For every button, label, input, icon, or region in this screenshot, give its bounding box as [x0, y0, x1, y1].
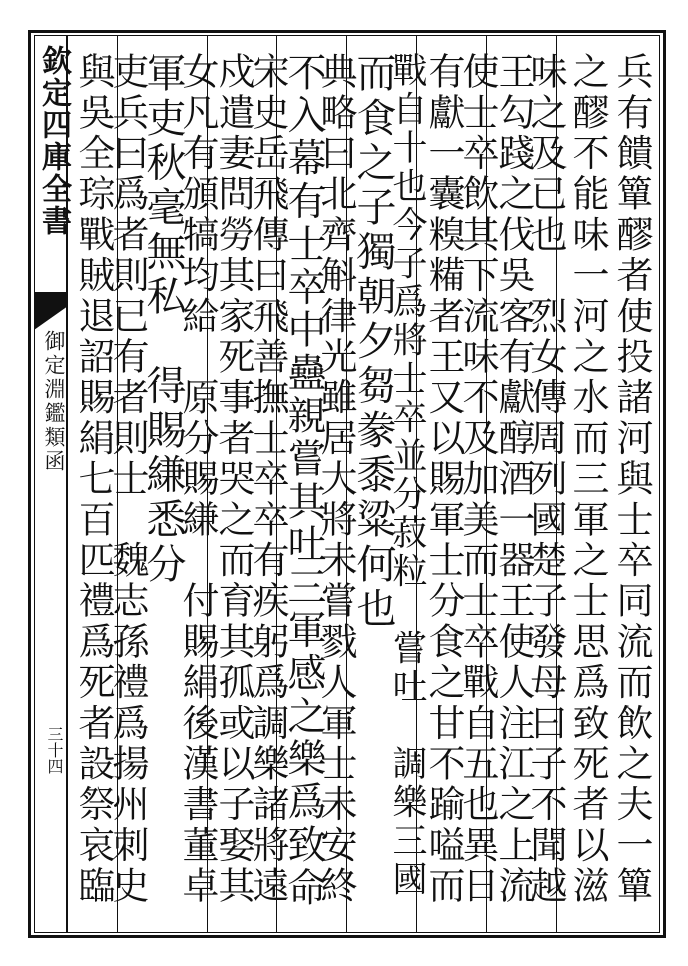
column-text: 典略曰北齊斛律光雖居大將未嘗戮人軍士未安終	[314, 52, 357, 907]
column-text: 軍吏秋毫無私 得賜縑悉分	[140, 52, 186, 588]
column-text: 戰自十也今子爲將士卒並分菽粒 嘗吐 調樂三國	[387, 52, 427, 899]
column-text: 吏兵曰爲者則已有者則士 魏志孫禮爲揚州刺史	[106, 52, 149, 907]
column-text: 味之及已也 烈女傳周列國楚子發母曰子不聞越	[524, 52, 567, 907]
column-text: 有獻一囊糗糒者王又以賜軍士分食之甘不踰嗌而	[422, 52, 465, 907]
book-title: 欽定四庫全書	[36, 45, 71, 237]
sub-title: 御定淵鑑類函	[42, 330, 66, 474]
column-text: 使士卒飲其下流味不及加美而士卒戰自五也異日	[456, 52, 499, 907]
column-text: 兵有饋簞醪者使投諸河與士卒同流而飲之夫一簞	[610, 52, 653, 907]
column-text: 而食之子獨朝夕芻豢黍粱何也	[350, 52, 396, 632]
column-text: 之醪不能味一河之水而三軍之士思爲致死者以滋	[566, 52, 609, 907]
page-number: 三十四	[45, 726, 64, 774]
column-text: 王勾踐之伐吳客有獻醇酒一器王使人注江之上流	[492, 52, 535, 907]
text-column-16	[68, 52, 118, 916]
column-text: 戍遣妻問勞其家死事者哭之而育其孤或以子娶其	[212, 52, 255, 907]
column-text: 與吳全琮戰賊退詔賜絹七百匹禮爲死者設祭哀臨	[72, 52, 115, 907]
column-text: 不入幕有士卒中蠱親嘗其吐三軍感之樂爲致命	[281, 52, 326, 910]
fishtail-mark-icon	[34, 292, 68, 330]
column-text: 宋史岳飛傳曰飛善撫士卒卒有疾躬爲調樂諸將遠	[246, 52, 289, 907]
column-text: 女凡有頒犒均給 原分賜縑 付賜絹後漢書董卓	[176, 52, 219, 907]
text-column-1	[606, 52, 656, 916]
